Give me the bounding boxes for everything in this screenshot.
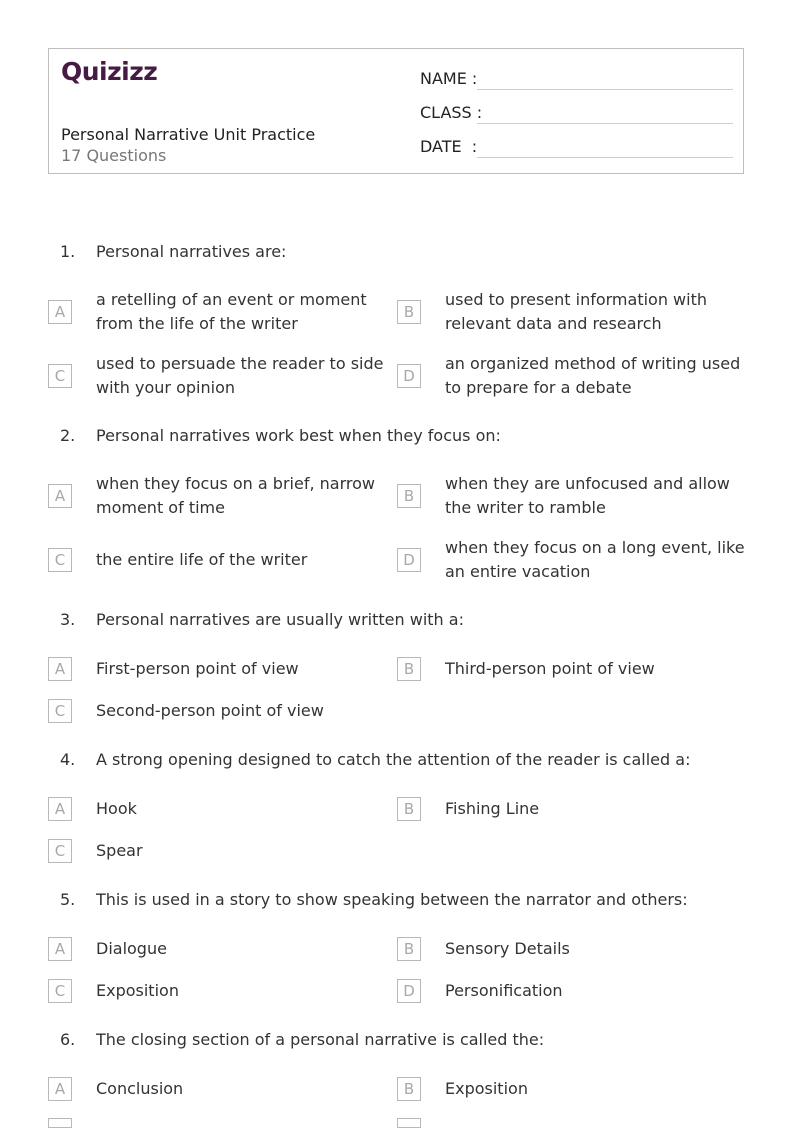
worksheet-header — [48, 48, 744, 174]
option-text: when they focus on a brief, narrow moment of time — [96, 474, 375, 517]
option-letter-box[interactable]: C — [48, 839, 72, 863]
option-text: when they are unfocused and allow the writer to ramble — [445, 474, 730, 517]
option-letter-box[interactable]: B — [397, 1077, 421, 1101]
option-letter-box[interactable]: D — [397, 548, 421, 572]
option-text: Personification — [445, 981, 563, 1000]
option-text: Exposition — [445, 1079, 528, 1098]
option-text: used to persuade the reader to side with your opinion — [96, 354, 384, 397]
option-letter-box[interactable]: D — [397, 364, 421, 388]
question-text: A strong opening designed to catch the attention of the reader is called a: — [96, 750, 691, 769]
question-number: 6. — [60, 1030, 76, 1049]
option-text: a retelling of an event or moment from the life of the writer — [96, 290, 367, 333]
option-text: an organized method of writing used to prepare for a debate — [445, 354, 741, 397]
question-text: The closing section of a personal narrative is called the: — [96, 1030, 545, 1049]
question-number: 4. — [60, 750, 76, 769]
option-letter-box[interactable]: A — [48, 1077, 72, 1101]
option-letter-box[interactable]: B — [397, 657, 421, 681]
question-text: Personal narratives work best when they focus on: — [96, 426, 501, 445]
option-letter-box[interactable]: C — [48, 699, 72, 723]
option-text: Sensory Details — [445, 939, 570, 958]
question-text: This is used in a story to show speaking between the narrator and others: — [96, 890, 688, 909]
question-number: 5. — [60, 890, 76, 909]
option-text: the entire life of the writer — [96, 550, 308, 569]
option-letter-box[interactable]: A — [48, 937, 72, 961]
option-text: Spear — [96, 841, 143, 860]
option-letter-box[interactable]: A — [48, 797, 72, 821]
question-count: 17 Questions — [61, 146, 167, 165]
option-letter-box[interactable]: C — [48, 548, 72, 572]
option-letter-box[interactable]: C — [48, 979, 72, 1003]
option-text: when they focus on a long event, like an entire vacation — [445, 538, 745, 581]
option-letter-box[interactable]: A — [48, 300, 72, 324]
option-letter-box[interactable]: B — [397, 300, 421, 324]
option-letter-box[interactable]: B — [397, 484, 421, 508]
name-field[interactable] — [477, 89, 733, 90]
worksheet-title: Personal Narrative Unit Practice — [61, 125, 316, 144]
option-text: Fishing Line — [445, 799, 540, 818]
option-text: used to present information with relevant data and research — [445, 290, 707, 333]
option-text: Third-person point of view — [445, 659, 655, 678]
question-number: 3. — [60, 610, 76, 629]
quizizz-logo: Quizizz — [61, 57, 158, 86]
option-text: First-person point of view — [96, 659, 299, 678]
option-letter-box[interactable]: D — [397, 979, 421, 1003]
option-text: Second-person point of view — [96, 701, 324, 720]
class-label: CLASS : — [420, 103, 483, 122]
name-label: NAME : — [420, 69, 478, 88]
date-field[interactable] — [477, 157, 733, 158]
option-letter-box[interactable]: B — [397, 797, 421, 821]
option-letter-box[interactable]: A — [48, 657, 72, 681]
option-letter-box[interactable]: B — [397, 937, 421, 961]
option-text: Dialogue — [96, 939, 167, 958]
option-letter-box-cutoff — [397, 1118, 421, 1128]
question-number: 2. — [60, 426, 76, 445]
question-number: 1. — [60, 242, 76, 261]
option-letter-box-cutoff — [48, 1118, 72, 1128]
option-text: Hook — [96, 799, 137, 818]
class-field[interactable] — [477, 123, 733, 124]
date-label: DATE : — [420, 137, 478, 156]
option-letter-box[interactable]: C — [48, 364, 72, 388]
question-text: Personal narratives are: — [96, 242, 287, 261]
option-letter-box[interactable]: A — [48, 484, 72, 508]
question-text: Personal narratives are usually written with a: — [96, 610, 464, 629]
option-text: Conclusion — [96, 1079, 184, 1098]
option-text: Exposition — [96, 981, 179, 1000]
